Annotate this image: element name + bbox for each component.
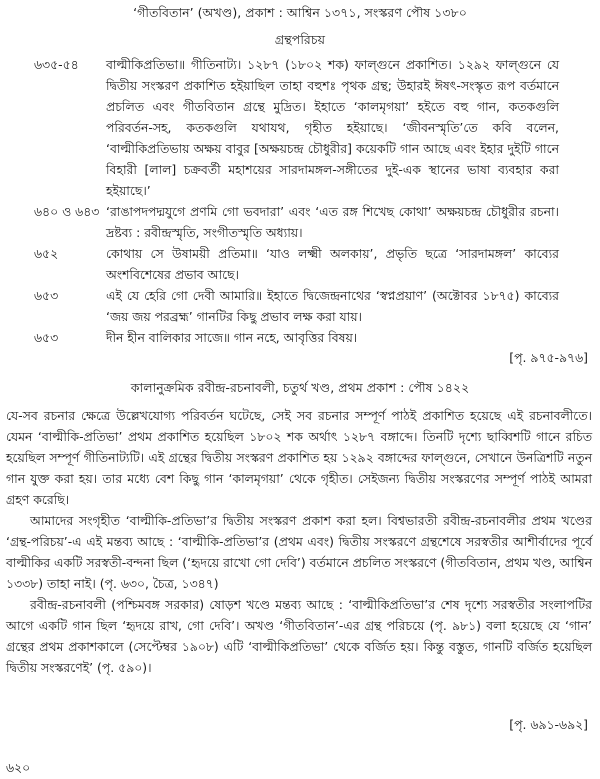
entry-text: এই যে হেরি গো দেবী আমারি॥ ইহাতে দ্বিজেন্দ্রনাথের ‘স্বপ্নপ্রয়াণ’ (অক্টোবর ১৮৭৫) কাব্যের ‘জয় জয় পরব্রহ্ম’ গানটির কিছু প্রভাব লক্ষ করা যায়। xyxy=(106,288,559,324)
entry-number: ৬৪০ ও ৬৪৩ xyxy=(34,204,100,219)
entry-text: ‘রাঙাপদপদ্মযুগে প্রণমি গো ভবদারা’ এবং ‘এত রঙ্গ শিখেছ কোথা’ অক্ষয়চন্দ্র চৌধুরীর রচনা। দ্রষ্টব্য : রবীন্দ্রস্মৃতি, সংগীতস্মৃতি অধ্যায়। xyxy=(106,204,559,240)
entry-number: ৬৫২ xyxy=(34,246,59,261)
paragraph: যে-সব রচনার ক্ষেত্রে উল্লেখযোগ্য পরিবর্তন ঘটেছে, সেই সব রচনার সম্পূর্ণ পাঠই প্রকাশিত হয়েছে এই রচনাবলীতে। যেমন ‘বাল্মীকি-প্রতিভা’ প্রথম প্রকাশিত হয়েছিল ১৮০২ শক অর্থাৎ ১২৮৭ বঙ্গাব্দে। তিনটি দৃশ্যে ছাব্বিশটি গানে রচিত হয়েছিল সম্পূর্ণ গীতিনাট্যটি। এই গ্রন্থের দ্বিতীয় সংস্করণ প্রকাশিত হয় ১২৯২ বঙ্গাব্দের ফাল্গুনে, সেখানে উনত্রিশটি নতুন গান যুক্ত করা হয়। তার মধ্যে বেশ কিছু গান ‘কালমৃগয়া’ থেকে গৃহীত। সেইজন্য দ্বিতীয় সংস্করণের সম্পূর্ণ পাঠই আমরা গ্রহণ করেছি। xyxy=(6,408,592,507)
entry-text: দীন হীন বালিকার সাজে॥ গান নহে, আবৃত্তির বিষয়। xyxy=(106,330,358,345)
section2-body xyxy=(6,405,592,678)
page-reference: [পৃ. ৬৯১-৬৯২] xyxy=(509,717,588,732)
section1-title: ‘গীতবিতান’ (অখণ্ড), প্রকাশ : আশ্বিন ১৩৭১, সংস্করণ পৌষ ১৩৮০ xyxy=(133,5,467,20)
entry-text: বাল্মীকিপ্রতিভা॥ গীতিনাট্য। ১২৮৭ (১৮০২ শক) ফাল্গুনে প্রকাশিত। ১২৯২ ফাল্গুনে যে দ্বিতীয় সংস্করণ প্রকাশিত হইয়াছিল তাহা বহুশঃ পৃথক গ্রন্থ; উহারই ঈষৎ-সংস্কৃত রূপ বর্তমানে প্রচলিত এবং গীতবিতান গ্রন্থে মুদ্রিত। ইহাতে ‘কালমৃগয়া’ হইতে বহু গান, কতকগুলি পরিবর্তন-সহ, কতকগুলি যথাযথ, গৃহীত হইয়াছে। ‘জীবনস্মৃতি’তে কবি বলেন, ‘বাল্মীকিপ্রতিভায় অক্ষয় বাবুর [অক্ষয়চন্দ্র চৌধুরীর] কয়েকটি গান আছে এবং ইহার দুইটি গানে বিহারী [লাল] চক্রবর্তী মহাশয়ের সারদামঙ্গল-সঙ্গীতের দুই-এক স্থানের ভাষা ব্যবহার করা হইয়াছে।’ xyxy=(106,57,559,198)
entry xyxy=(0,285,600,327)
entry xyxy=(0,54,600,201)
paragraph: আমাদের সংগৃহীত ‘বাল্মীকি-প্রতিভা’র দ্বিতীয় সংস্করণ প্রকাশ করা হল। বিশ্বভারতী রবীন্দ্র-রচনাবলীর প্রথম খণ্ডের ‘গ্রন্থ-পরিচয়’-এ এই মন্তব্য আছে : ‘বাল্মীকি-প্রতিভা’র (প্রথম এবং) দ্বিতীয় সংস্করণে গ্রন্থশেষে সরস্বতীর আশীর্বাদের পূর্বে বাল্মীকির একটি সরস্বতী-বন্দনা ছিল (‘হৃদয়ে রাখো গো দেবি’) বর্তমানে প্রচলিত সংস্করণে (গীতবিতান, প্রথম খণ্ড, আশ্বিন ১৩৩৮) তাহা নাই। (পৃ. ৬৩০, চৈত্র, ১৩৪৭) xyxy=(6,513,592,591)
grantha-parichay-entries xyxy=(0,54,600,348)
section1-subtitle: গ্রন্থপরিচয় xyxy=(274,32,326,47)
entry-number: ৬৫৩ xyxy=(34,288,59,303)
entry xyxy=(0,327,600,348)
entry xyxy=(0,243,600,285)
entry-text: কোথায় সে উষাময়ী প্রতিমা॥ ‘যাও লক্ষ্মী অলকায়’, প্রভৃতি ছত্রে ‘সারদামঙ্গল’ কাব্যের অংশবিশেষের প্রভাব আছে। xyxy=(106,246,559,282)
entry-number: ৬৩৫-৫৪ xyxy=(34,57,79,72)
section2-title: কালানুক্রমিক রবীন্দ্র-রচনাবলী, চতুর্থ খণ্ড, প্রথম প্রকাশ : পৌষ ১৪২২ xyxy=(130,380,470,395)
page-reference: [পৃ. ৯৭৫-৯৭৬] xyxy=(509,350,588,365)
entry-number: ৬৫৩ xyxy=(34,330,59,345)
page-number: ৬২০ xyxy=(6,760,31,775)
paragraph: রবীন্দ্র-রচনাবলী (পশ্চিমবঙ্গ সরকার) ষোড়শ খণ্ডে মন্তব্য আছে : ‘বাল্মীকিপ্রতিভা’র শেষ দৃশ্যে সরস্বতীর সংলাপটির আগে একটি গান ছিল ‘হৃদয়ে রাখ, গো দেবি’। অখণ্ড ‘গীতবিতান’-এর গ্রন্থ পরিচয়ে (পৃ. ৯৮১) বলা হয়েছে যে ‘গান’ গ্রন্থের প্রথম প্রকাশকালে (সেপ্টেম্বর ১৯০৮) এটি ‘বাল্মীকিপ্রতিভা’ থেকে বর্জিত হয়। কিন্তু বস্তুত, গানটি বর্জিত হয়েছিল দ্বিতীয় সংস্করণেই’ (পৃ. ৫৯০)। xyxy=(6,597,592,675)
entry xyxy=(0,201,600,243)
